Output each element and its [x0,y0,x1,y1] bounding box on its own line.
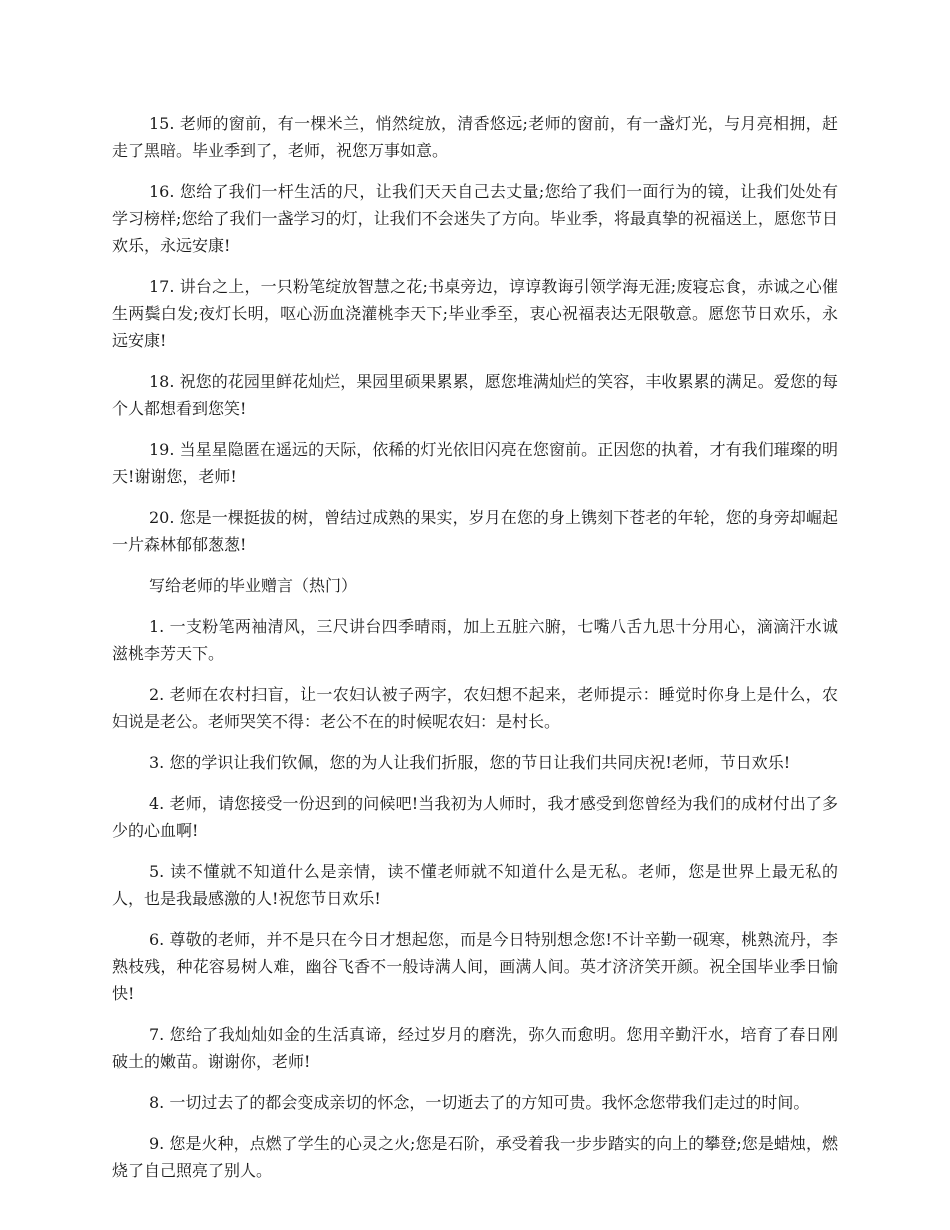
section-paragraph-1: 1. 一支粉笔两袖清风，三尺讲台四季晴雨，加上五脏六腑，七嘴八舌九思十分用心，滴滴汗水诚滋桃李芳天下。 [112,617,838,663]
section-paragraph-4: 4. 老师，请您接受一份迟到的问候吧!当我初为人师时，我才感受到您曾经为我们的成材付出了多少的心血啊! [112,794,838,840]
paragraph-17: 17. 讲台之上，一只粉笔绽放智慧之花;书桌旁边，谆谆教诲引领学海无涯;废寝忘食，赤诚之心催生两鬓白发;夜灯长明，呕心沥血浇灌桃李天下;毕业季至，衷心祝福表达无限敬意。愿您节日欢乐，永远安康! [112,277,838,350]
paragraph-18: 18. 祝您的花园里鲜花灿烂，果园里硕果累累，愿您堆满灿烂的笑容，丰收累累的满足。爱您的每个人都想看到您笑! [112,372,838,418]
paragraph-15: 15. 老师的窗前，有一棵米兰，悄然绽放，清香悠远;老师的窗前，有一盏灯光，与月亮相拥，赶走了黑暗。毕业季到了，老师，祝您万事如意。 [112,114,838,160]
section-paragraph-3: 3. 您的学识让我们钦佩，您的为人让我们折服，您的节日让我们共同庆祝!老师，节日欢乐! [149,753,791,772]
section-paragraph-8: 8. 一切过去了的都会变成亲切的怀念，一切逝去了的方知可贵。我怀念您带我们走过的时间。 [149,1093,810,1112]
section-paragraph-5: 5. 读不懂就不知道什么是亲情，读不懂老师就不知道什么是无私。老师，您是世界上最无私的人，也是我最感激的人!祝您节日欢乐! [112,862,838,908]
paragraph-19: 19. 当星星隐匿在遥远的天际，依稀的灯光依旧闪亮在您窗前。正因您的执着，才有我们璀璨的明天!谢谢您，老师! [112,440,838,486]
section-paragraph-9: 9. 您是火种，点燃了学生的心灵之火;您是石阶，承受着我一步步踏实的向上的攀登;您是蜡烛，燃烧了自己照亮了别人。 [112,1134,838,1180]
section-paragraph-6: 6. 尊敬的老师，并不是只在今日才想起您，而是今日特别想念您!不计辛勤一砚寒，桃熟流丹，李熟枝残，种花容易树人难，幽谷飞香不一般诗满人间，画满人间。英才济济笑开颜。祝全国毕业季日愉快! [112,930,838,1003]
document-body [112,110,838,1198]
section-paragraph-7: 7. 您给了我灿灿如金的生活真谛，经过岁月的磨洗，弥久而愈明。您用辛勤汗水，培育了春日刚破土的嫩苗。谢谢你，老师! [112,1025,838,1071]
paragraph-16: 16. 您给了我们一杆生活的尺，让我们天天自己去丈量;您给了我们一面行为的镜，让我们处处有学习榜样;您给了我们一盏学习的灯，让我们不会迷失了方向。毕业季，将最真挚的祝福送上，愿您节日欢乐，永远安康! [112,182,838,255]
section-paragraph-2: 2. 老师在农村扫盲，让一农妇认被子两字，农妇想不起来，老师提示：睡觉时你身上是什么，农妇说是老公。老师哭笑不得：老公不在的时候呢农妇：是村长。 [112,685,838,731]
paragraph-20: 20. 您是一棵挺拔的树，曾结过成熟的果实，岁月在您的身上镌刻下苍老的年轮，您的身旁却崛起一片森林郁郁葱葱! [112,508,838,554]
section-heading: 写给老师的毕业赠言（热门） [149,576,358,595]
